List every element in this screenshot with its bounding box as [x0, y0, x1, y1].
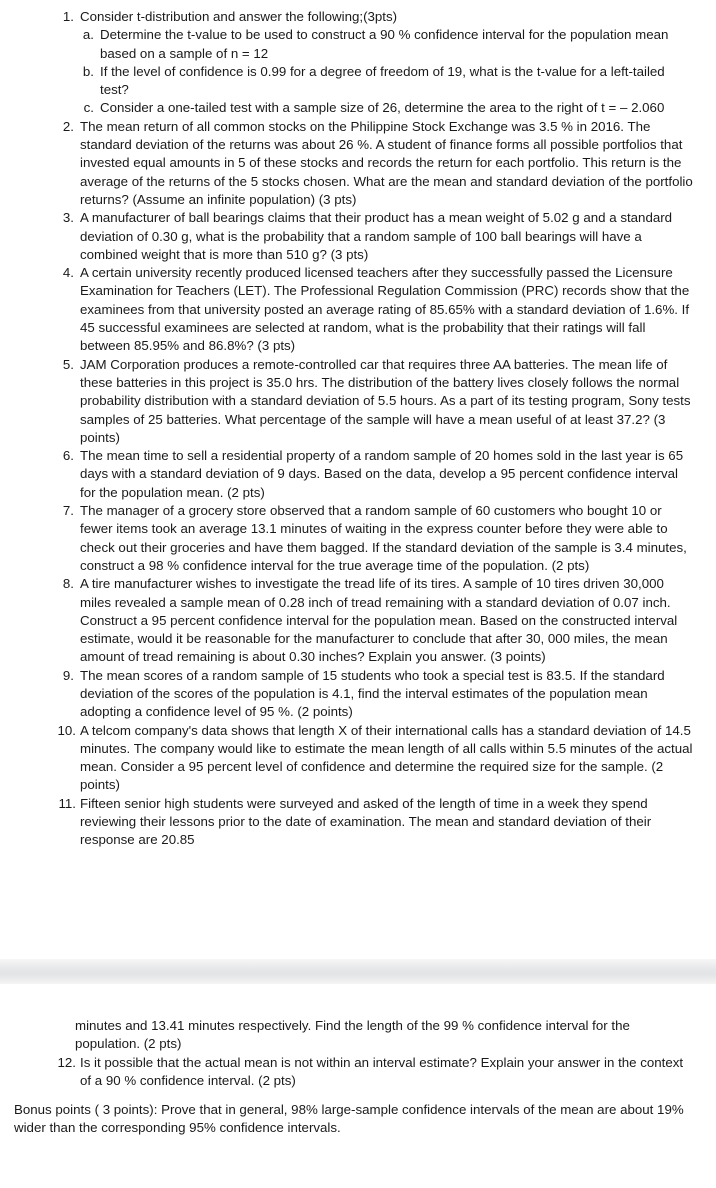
question-12: [0, 1054, 716, 1091]
question-number: 1.: [62, 9, 74, 24]
question-text: The mean return of all common stocks on the Philippine Stock Exchange was 3.5 % in 2016. The standard deviation of the returns was about 26 %. A student of finance forms all possible portfolios that invested equal amounts in 5 of these stocks and records the return for each portfolio. This return is the average of the returns of the 5 stocks chosen. What are the mean and standard deviation of the portfolio returns? (Assume an infinite population) (3 pts): [80, 118, 693, 207]
subquestion-1c: [0, 99, 716, 117]
question-text: Is it possible that the actual mean is not within an interval estimate? Explain your answer in the context of a 90 % confidence interval. (2 pts): [80, 1054, 684, 1088]
question-number: 4.: [62, 265, 74, 281]
question-7: [0, 502, 716, 575]
question-5: [0, 356, 716, 447]
question-6: [0, 447, 716, 502]
worksheet-page-1: [0, 8, 716, 850]
question-text: JAM Corporation produces a remote-controlled car that requires three AA batteries. The mean life of these batteries in this project is 35.0 hrs. The distribution of the battery lives closely follows the normal probability distribution with a standard deviation of 5.5 hours. As a part of its testing program, Sony tests samples of 25 batteries. What percentage of the sample will have a mean useful of at least 37.2? (3 points): [80, 356, 691, 445]
subquestion-text: If the level of confidence is 0.99 for a degree of freedom of 19, what is the t-value for a left-tailed test?: [100, 63, 665, 98]
question-number: 9.: [62, 667, 74, 683]
subquestion-label: a.: [82, 27, 94, 43]
question-11: [0, 795, 716, 850]
question-text: The mean time to sell a residential property of a random sample of 20 homes sold in the last year is 65 days with a standard deviation of 9 days. Based on the data, develop a 95 percent confidence interval for the population mean. (2 pts): [80, 448, 684, 500]
question-number: 5.: [62, 356, 74, 372]
question-number: 10.: [57, 722, 76, 738]
subquestion-text: Consider a one-tailed test with a sample size of 26, determine the area to the right of t = – 2.060: [100, 100, 665, 116]
subquestion-label: b.: [82, 63, 94, 79]
question-9: [0, 667, 716, 722]
question-8: [0, 575, 716, 666]
question-4: [0, 264, 716, 355]
question-number: 8.: [62, 576, 74, 592]
question-number: 12.: [57, 1054, 76, 1070]
question-1: [0, 8, 716, 26]
question-text: A tire manufacturer wishes to investigate the tread life of its tires. A sample of 10 tires driven 30,000 miles revealed a sample mean of 0.28 inch of tread remaining with a standard deviation of 0.07 inch. Construct a 95 percent confidence interval for the population mean. Based on the constructed interval estimate, would it be reasonable for the manufacturer to conclude that after 30, 000 miles, the mean amount of tread remaining is about 0.30 inches? Explain you answer. (3 points): [80, 576, 678, 665]
question-11-continuation: minutes and 13.41 minutes respectively. Find the length of the 99 % confidence interval for the population. (2 pts): [75, 1018, 630, 1052]
subquestion-1a: [0, 26, 716, 63]
question-text: The mean scores of a random sample of 15 students who took a special test is 83.5. If the standard deviation of the scores of the population is 4.1, find the interval estimates of the population mean adopting a confidence level of 95 %. (2 points): [80, 667, 665, 720]
question-number: 11.: [58, 795, 76, 811]
question-number: 6.: [62, 448, 74, 464]
subquestion-1b: [0, 63, 716, 100]
subquestion-text: Determine the t-value to be used to construct a 90 % confidence interval for the population mean based on a sample of n = 12: [100, 27, 669, 61]
bonus-question: Bonus points ( 3 points): Prove that in general, 98% large-sample confidence intervals of the mean are about 19% wider than the corresponding 95% confidence intervals.: [14, 1102, 684, 1136]
question-text: Consider t-distribution and answer the following;(3pts): [80, 9, 398, 24]
question-text: Fifteen senior high students were surveyed and asked of the length of time in a week they spend reviewing their lessons prior to the date of examination. The mean and standard deviation of their response are 20.85: [80, 795, 652, 848]
question-2: [0, 118, 716, 209]
question-10: [0, 722, 716, 795]
question-number: 2.: [62, 118, 74, 134]
question-text: A certain university recently produced licensed teachers after they successfully passed the Licensure Examination for Teachers (LET). The Professional Regulation Commission (PRC) records show that the examinees from that university posted an average rating of 85.65% with a standard deviation of 1.6%. If 45 successful examinees are selected at random, what is the probability that their ratings will fall between 85.95% and 86.8%? (3 pts): [80, 265, 690, 354]
page-break-divider: [0, 959, 716, 984]
subquestion-label: c.: [83, 100, 94, 116]
worksheet-page-2: [0, 1017, 716, 1138]
question-text: The manager of a grocery store observed that a random sample of 60 customers who bought 10 or fewer items took an average 13.1 minutes of waiting in the express counter before they were able to check out their groceries and have them bagged. If the standard deviation of the sample is 3.4 minutes, construct a 98 % confidence interval for the true average time of the population. (2 pts): [80, 503, 687, 573]
question-3: [0, 209, 716, 264]
question-text: A manufacturer of ball bearings claims that their product has a mean weight of 5.02 g and a standard deviation of 0.30 g, what is the probability that a random sample of 100 ball bearings will have a combined weight that is more than 510 g? (3 pts): [80, 210, 673, 262]
question-number: 3.: [62, 210, 74, 226]
question-text: A telcom company's data shows that length X of their international calls has a standard deviation of 14.5 minutes. The company would like to estimate the mean length of all calls within 5.5 minutes of the actual mean. Consider a 95 percent level of confidence and determine the required size for the sample. (2 points): [80, 722, 693, 793]
question-number: 7.: [62, 503, 74, 519]
